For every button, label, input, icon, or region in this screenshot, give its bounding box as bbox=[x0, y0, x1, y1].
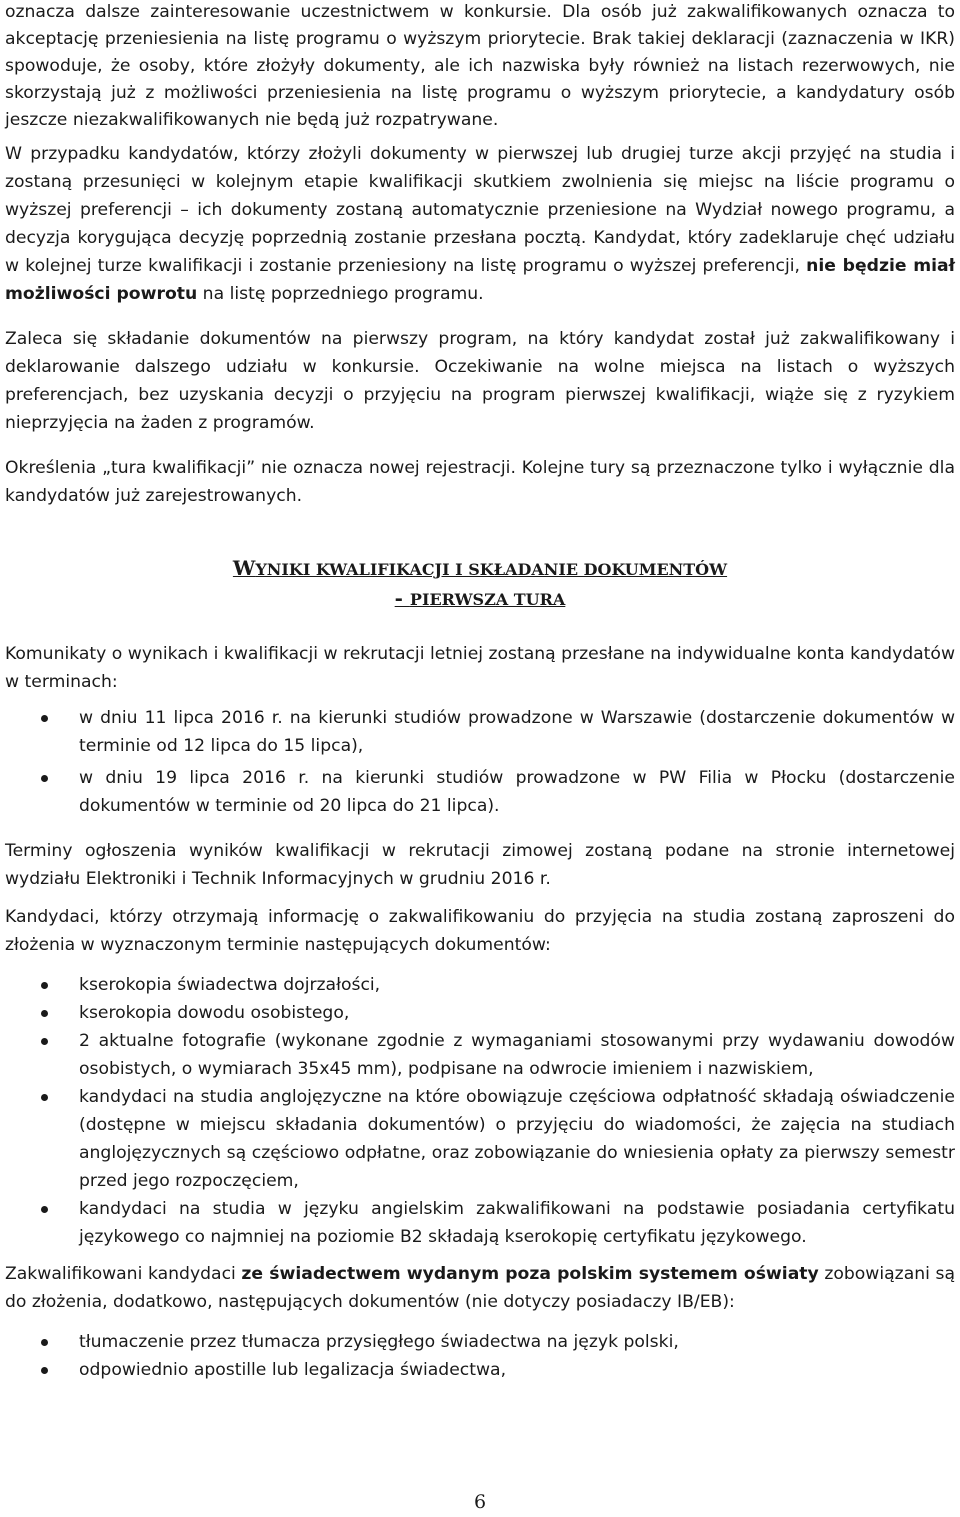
paragraph-foreign-bold: ze świadectwem wydanym poza polskim systemem oświaty bbox=[241, 1264, 819, 1284]
list-item bbox=[5, 1027, 955, 1083]
list-item-text: 2 aktualne fotografie (wykonane zgodnie z wymaganiami stosowanymi przy wydawaniu dowodów osobistych, o wymiarach 35x45 mm), podpisane na odwrocie imieniem i nazwiskiem, bbox=[79, 1031, 955, 1079]
bullet-icon bbox=[41, 1367, 48, 1374]
terms-list bbox=[5, 704, 955, 820]
bullet-icon bbox=[41, 775, 48, 782]
page-number: 6 bbox=[473, 1491, 487, 1513]
bullet-icon bbox=[41, 1010, 48, 1017]
heading-line1-rest: YNIKI KWALIFIKACJI I SKŁADANIE DOKUMENTÓW bbox=[255, 560, 728, 579]
list-item bbox=[5, 1083, 955, 1195]
foreign-documents-list bbox=[5, 1328, 955, 1384]
paragraph-recommendation: Zaleca się składanie dokumentów na pierwszy program, na który kandydat został już zakwalifikowany i deklarowanie dalszego udziału w konkursie. Oczekiwanie na wolne miejsca na listach o wyższych preferencjach, bez uzyskania decyzji o przyjęciu na program pierwszej kwalifikacji, wiąże się z ryzykiem nieprzyjęcia na żaden z programów. bbox=[5, 329, 955, 433]
document-page bbox=[5, 0, 955, 1384]
section-heading bbox=[5, 554, 955, 614]
paragraph-documents-intro: Kandydaci, którzy otrzymają informację o zakwalifikowaniu do przyjęcia na studia zostaną zaproszeni do złożenia w wyznaczonym terminie następujących dokumentów: bbox=[5, 907, 955, 955]
list-item-text: odpowiednio apostille lub legalizacja świadectwa, bbox=[79, 1360, 507, 1380]
list-item-text: kserokopia dowodu osobistego, bbox=[79, 1003, 350, 1023]
bullet-icon bbox=[41, 1094, 48, 1101]
paragraph-transfer-end: na listę poprzedniego programu. bbox=[197, 284, 484, 304]
list-item-text: kandydaci na studia anglojęzyczne na które obowiązuje częściowa odpłatność składają oświadczenie (dostępne w miejscu składania dokumentów) o przyjęciu do wiadomości, że zajęcia na studiach anglojęzycznych są częściowo odpłatne, oraz zobowiązanie do wniesienia opłaty za pierwszy semestr przed jego rozpoczęciem, bbox=[79, 1087, 955, 1191]
paragraph-winter-recruitment: Terminy ogłoszenia wyników kwalifikacji w rekrutacji zimowej zostaną podane na stronie internetowej wydziału Elektroniki i Technik Informacyjnych w grudniu 2016 r. bbox=[5, 841, 955, 889]
heading-line2-rest: PIERWSZA TURA bbox=[409, 590, 566, 609]
heading-dash: - bbox=[394, 586, 410, 610]
paragraph-transfer bbox=[5, 140, 955, 308]
list-item bbox=[5, 704, 955, 760]
list-item-text: tłumaczenie przez tłumacza przysięgłego świadectwa na język polski, bbox=[79, 1332, 679, 1352]
section-heading-line2 bbox=[5, 584, 955, 614]
bullet-icon bbox=[41, 1038, 48, 1045]
heading-initial: W bbox=[232, 556, 256, 580]
bullet-icon bbox=[41, 1206, 48, 1213]
paragraph-declaration: oznacza dalsze zainteresowanie uczestnictwem w konkursie. Dla osób już zakwalifikowanych oznacza to akceptację przeniesienia na listę programu o wyższym priorytecie. Brak takiej deklaracji (zaznaczenia w IKR) spowoduje, że osoby, które złożyły dokumenty, ale ich nazwiska były również na listach rezerwowych, nie skorzystają już z możliwości przeniesienia na listę programu o wyższym priorytecie, a kandydatury osób jeszcze niezakwalifikowanych nie będą już rozpatrywane. bbox=[5, 2, 955, 130]
documents-list bbox=[5, 971, 955, 1251]
bullet-icon bbox=[41, 1339, 48, 1346]
bullet-icon bbox=[41, 982, 48, 989]
list-item-text: kandydaci na studia w języku angielskim zakwalifikowani na podstawie posiadania certyfikatu językowego co najmniej na poziomie B2 składają kserokopię certyfikatu językowego. bbox=[79, 1199, 955, 1247]
list-item bbox=[5, 1195, 955, 1251]
paragraph-foreign-end: zobowiązani są do złożenia, dodatkowo, następujących dokumentów (nie dotyczy posiadaczy IB/EB): bbox=[5, 1264, 956, 1312]
paragraph-tura-definition: Określenia „tura kwalifikacji” nie oznacza nowej rejestracji. Kolejne tury są przeznaczone tylko i wyłącznie dla kandydatów już zarejestrowanych. bbox=[5, 458, 955, 506]
paragraph-foreign-text: Zakwalifikowani kandydaci bbox=[5, 1264, 242, 1284]
paragraph-results-intro: Komunikaty o wynikach i kwalifikacji w rekrutacji letniej zostaną przesłane na indywidualne konta kandydatów w terminach: bbox=[5, 644, 955, 692]
paragraph-foreign-certificate bbox=[5, 1260, 955, 1316]
paragraph-transfer-bold: nie będzie miał możliwości powrotu bbox=[5, 256, 955, 304]
section-heading-line1 bbox=[5, 554, 955, 584]
list-item bbox=[5, 999, 955, 1027]
list-item bbox=[5, 1328, 955, 1356]
paragraph-transfer-text: W przypadku kandydatów, którzy złożyli dokumenty w pierwszej lub drugiej turze akcji przyjęć na studia i zostaną przesunięci w kolejnym etapie kwalifikacji skutkiem zwolnienia się miejsc na liście programu o wyższej preferencji – ich dokumenty zostaną automatycznie przeniesione na Wydział nowego programu, a decyzja korygująca decyzję poprzednią zostanie przesłana pocztą. Kandydat, który zadeklaruje chęć udziału w kolejnej turze kwalifikacji i zostanie przeniesiony na listę programu o wyższej preferencji, bbox=[5, 144, 955, 276]
list-item-text: w dniu 11 lipca 2016 r. na kierunki studiów prowadzone w Warszawie (dostarczenie dokumentów w terminie od 12 lipca do 15 lipca), bbox=[79, 708, 955, 756]
list-item bbox=[5, 764, 955, 820]
list-item bbox=[5, 1356, 955, 1384]
bullet-icon bbox=[41, 715, 48, 722]
list-item bbox=[5, 971, 955, 999]
list-item-text: kserokopia świadectwa dojrzałości, bbox=[79, 975, 381, 995]
list-item-text: w dniu 19 lipca 2016 r. na kierunki studiów prowadzone w PW Filia w Płocku (dostarczenie dokumentów w terminie od 20 lipca do 21 lipca). bbox=[79, 768, 955, 816]
